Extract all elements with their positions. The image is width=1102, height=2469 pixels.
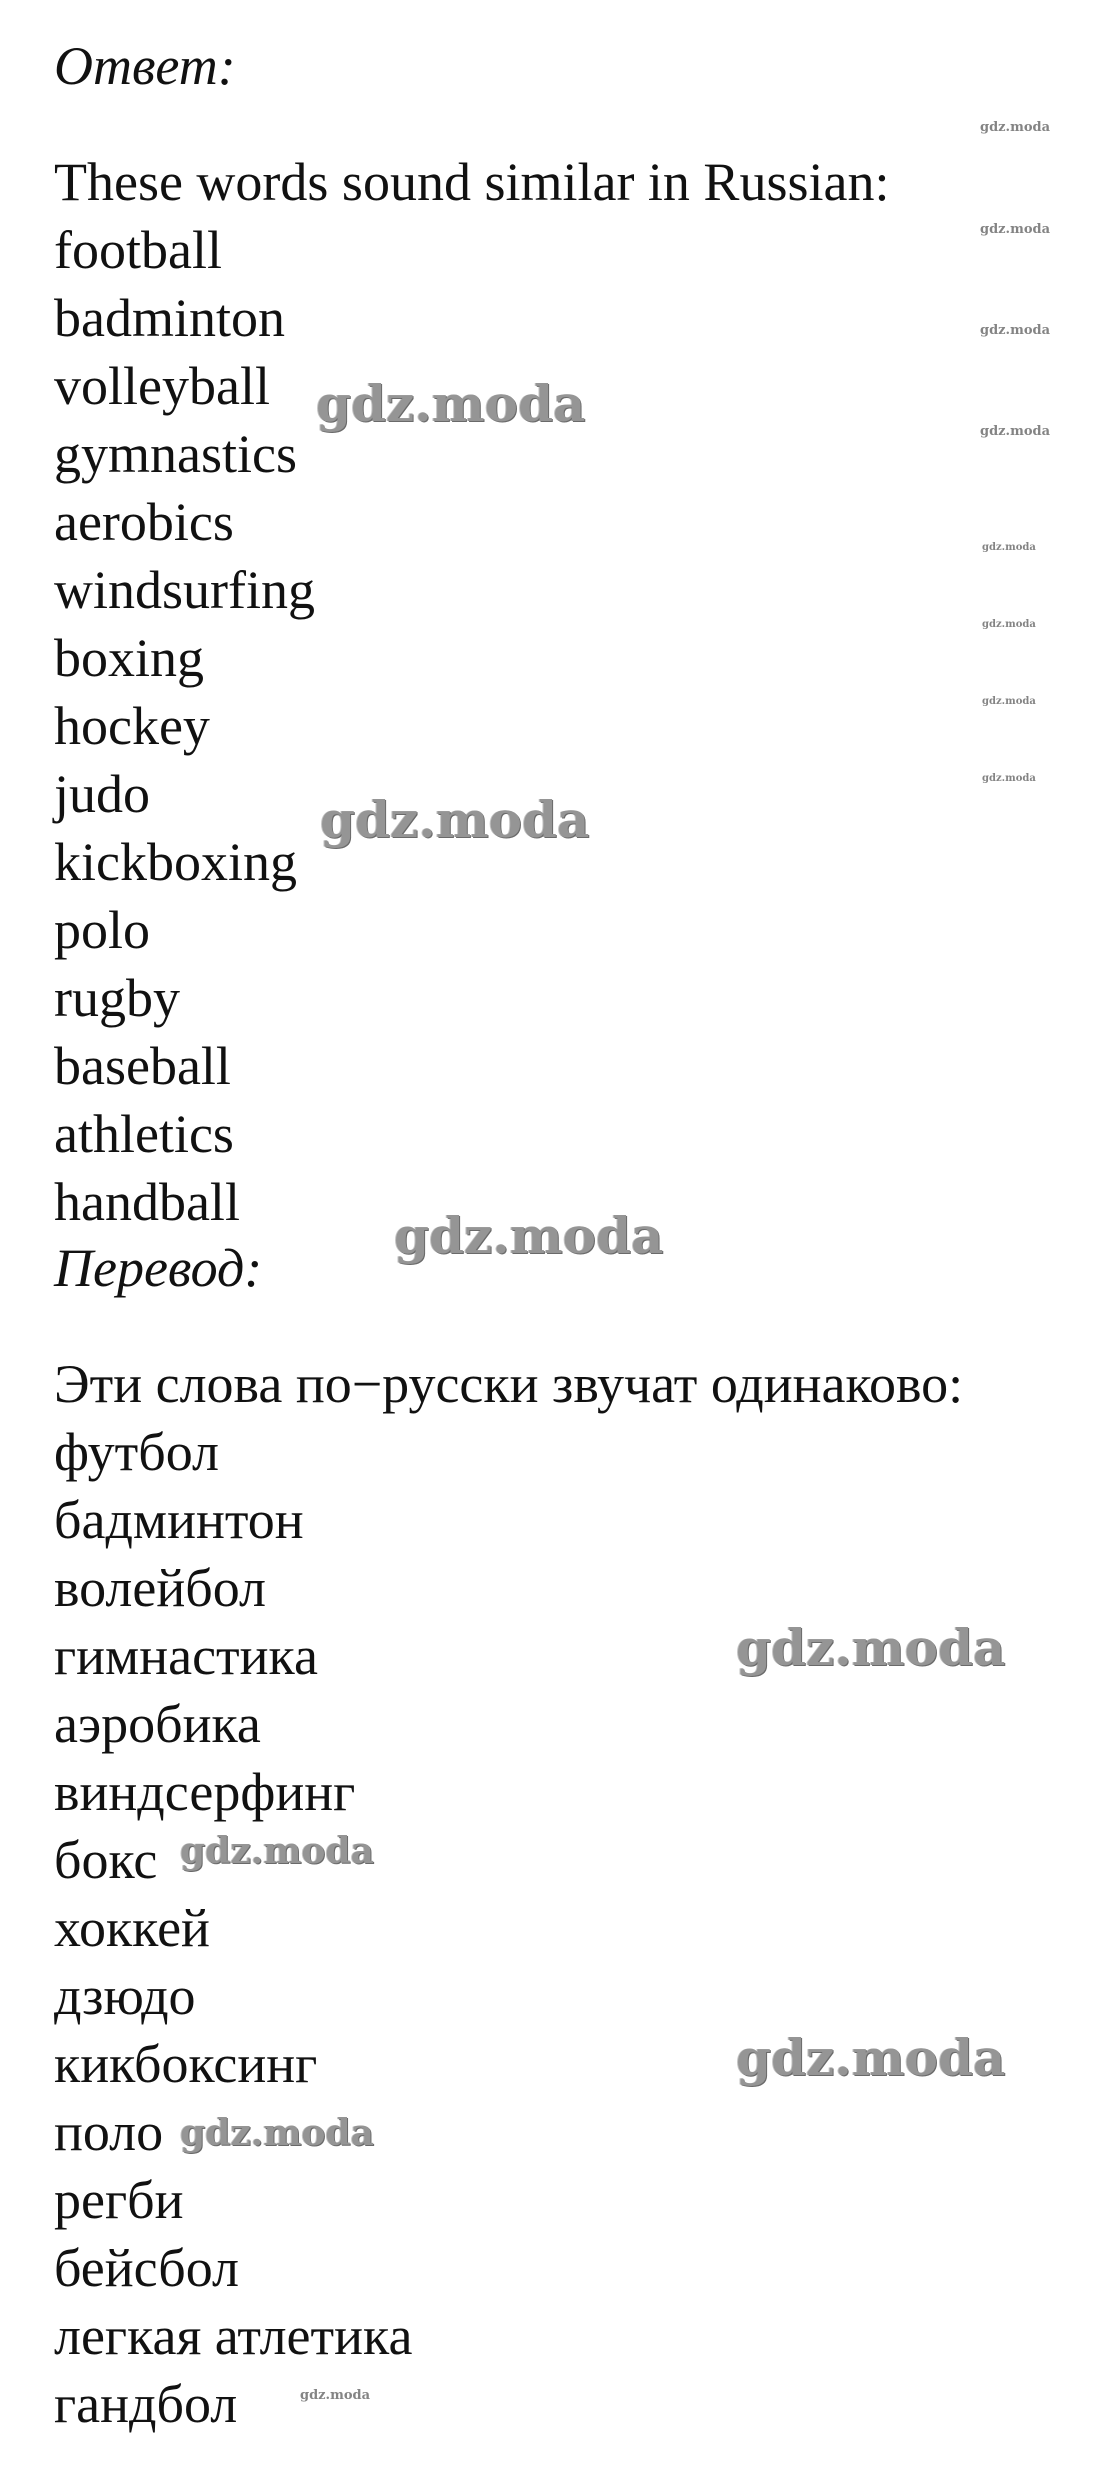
english-word-badminton: badminton [54, 288, 285, 348]
watermark: gdz.moda [982, 773, 1036, 784]
english-word-baseball: baseball [54, 1036, 231, 1096]
english-word-gymnastics: gymnastics [54, 424, 297, 484]
english-word-hockey: hockey [54, 696, 210, 756]
russian-word-handball: гандбол [54, 2374, 238, 2434]
intro-english: These words sound similar in Russian: [54, 152, 890, 212]
russian-word-judo: дзюдо [54, 1966, 196, 2026]
watermark: gdz.moda [180, 2112, 374, 2154]
russian-word-rugby: регби [54, 2170, 184, 2230]
watermark: gdz.moda [736, 1618, 1006, 1677]
watermark: gdz.moda [736, 2028, 1006, 2087]
watermark: gdz.moda [180, 1830, 374, 1872]
watermark: gdz.moda [320, 790, 590, 849]
english-word-rugby: rugby [54, 968, 180, 1028]
watermark: gdz.moda [982, 542, 1036, 553]
translation-label: Перевод: [54, 1238, 263, 1298]
english-word-boxing: boxing [54, 628, 205, 688]
english-word-aerobics: aerobics [54, 492, 234, 552]
russian-word-athletics: легкая атлетика [54, 2306, 413, 2366]
russian-word-boxing: бокс [54, 1830, 158, 1890]
english-word-football: football [54, 220, 222, 280]
english-word-windsurfing: windsurfing [54, 560, 315, 620]
russian-word-hockey: хоккей [54, 1898, 210, 1958]
watermark: gdz.moda [394, 1206, 664, 1265]
russian-word-aerobics: аэробика [54, 1694, 261, 1754]
english-word-polo: polo [54, 900, 151, 960]
russian-word-badminton: бадминтон [54, 1490, 304, 1550]
watermark: gdz.moda [980, 120, 1051, 135]
watermark: gdz.moda [982, 696, 1036, 707]
russian-word-baseball: бейсбол [54, 2238, 239, 2298]
english-word-handball: handball [54, 1172, 240, 1232]
russian-word-volleyball: волейбол [54, 1558, 266, 1618]
english-word-kickboxing: kickboxing [54, 832, 297, 892]
russian-word-windsurfing: виндсерфинг [54, 1762, 356, 1822]
russian-word-kickboxing: кикбоксинг [54, 2034, 318, 2094]
russian-word-gymnastics: гимнастика [54, 1626, 318, 1686]
watermark: gdz.moda [316, 374, 586, 433]
russian-word-polo: поло [54, 2102, 164, 2162]
intro-russian: Эти слова по−русски звучат одинаково: [54, 1354, 964, 1414]
english-word-athletics: athletics [54, 1104, 234, 1164]
watermark: gdz.moda [980, 323, 1051, 338]
watermark: gdz.moda [980, 222, 1051, 237]
english-word-volleyball: volleyball [54, 356, 270, 416]
watermark: gdz.moda [982, 619, 1036, 630]
russian-word-football: футбол [54, 1422, 219, 1482]
answer-label: Ответ: [54, 36, 236, 96]
watermark: gdz.moda [980, 424, 1051, 439]
watermark: gdz.moda [300, 2388, 371, 2403]
english-word-judo: judo [54, 764, 151, 824]
